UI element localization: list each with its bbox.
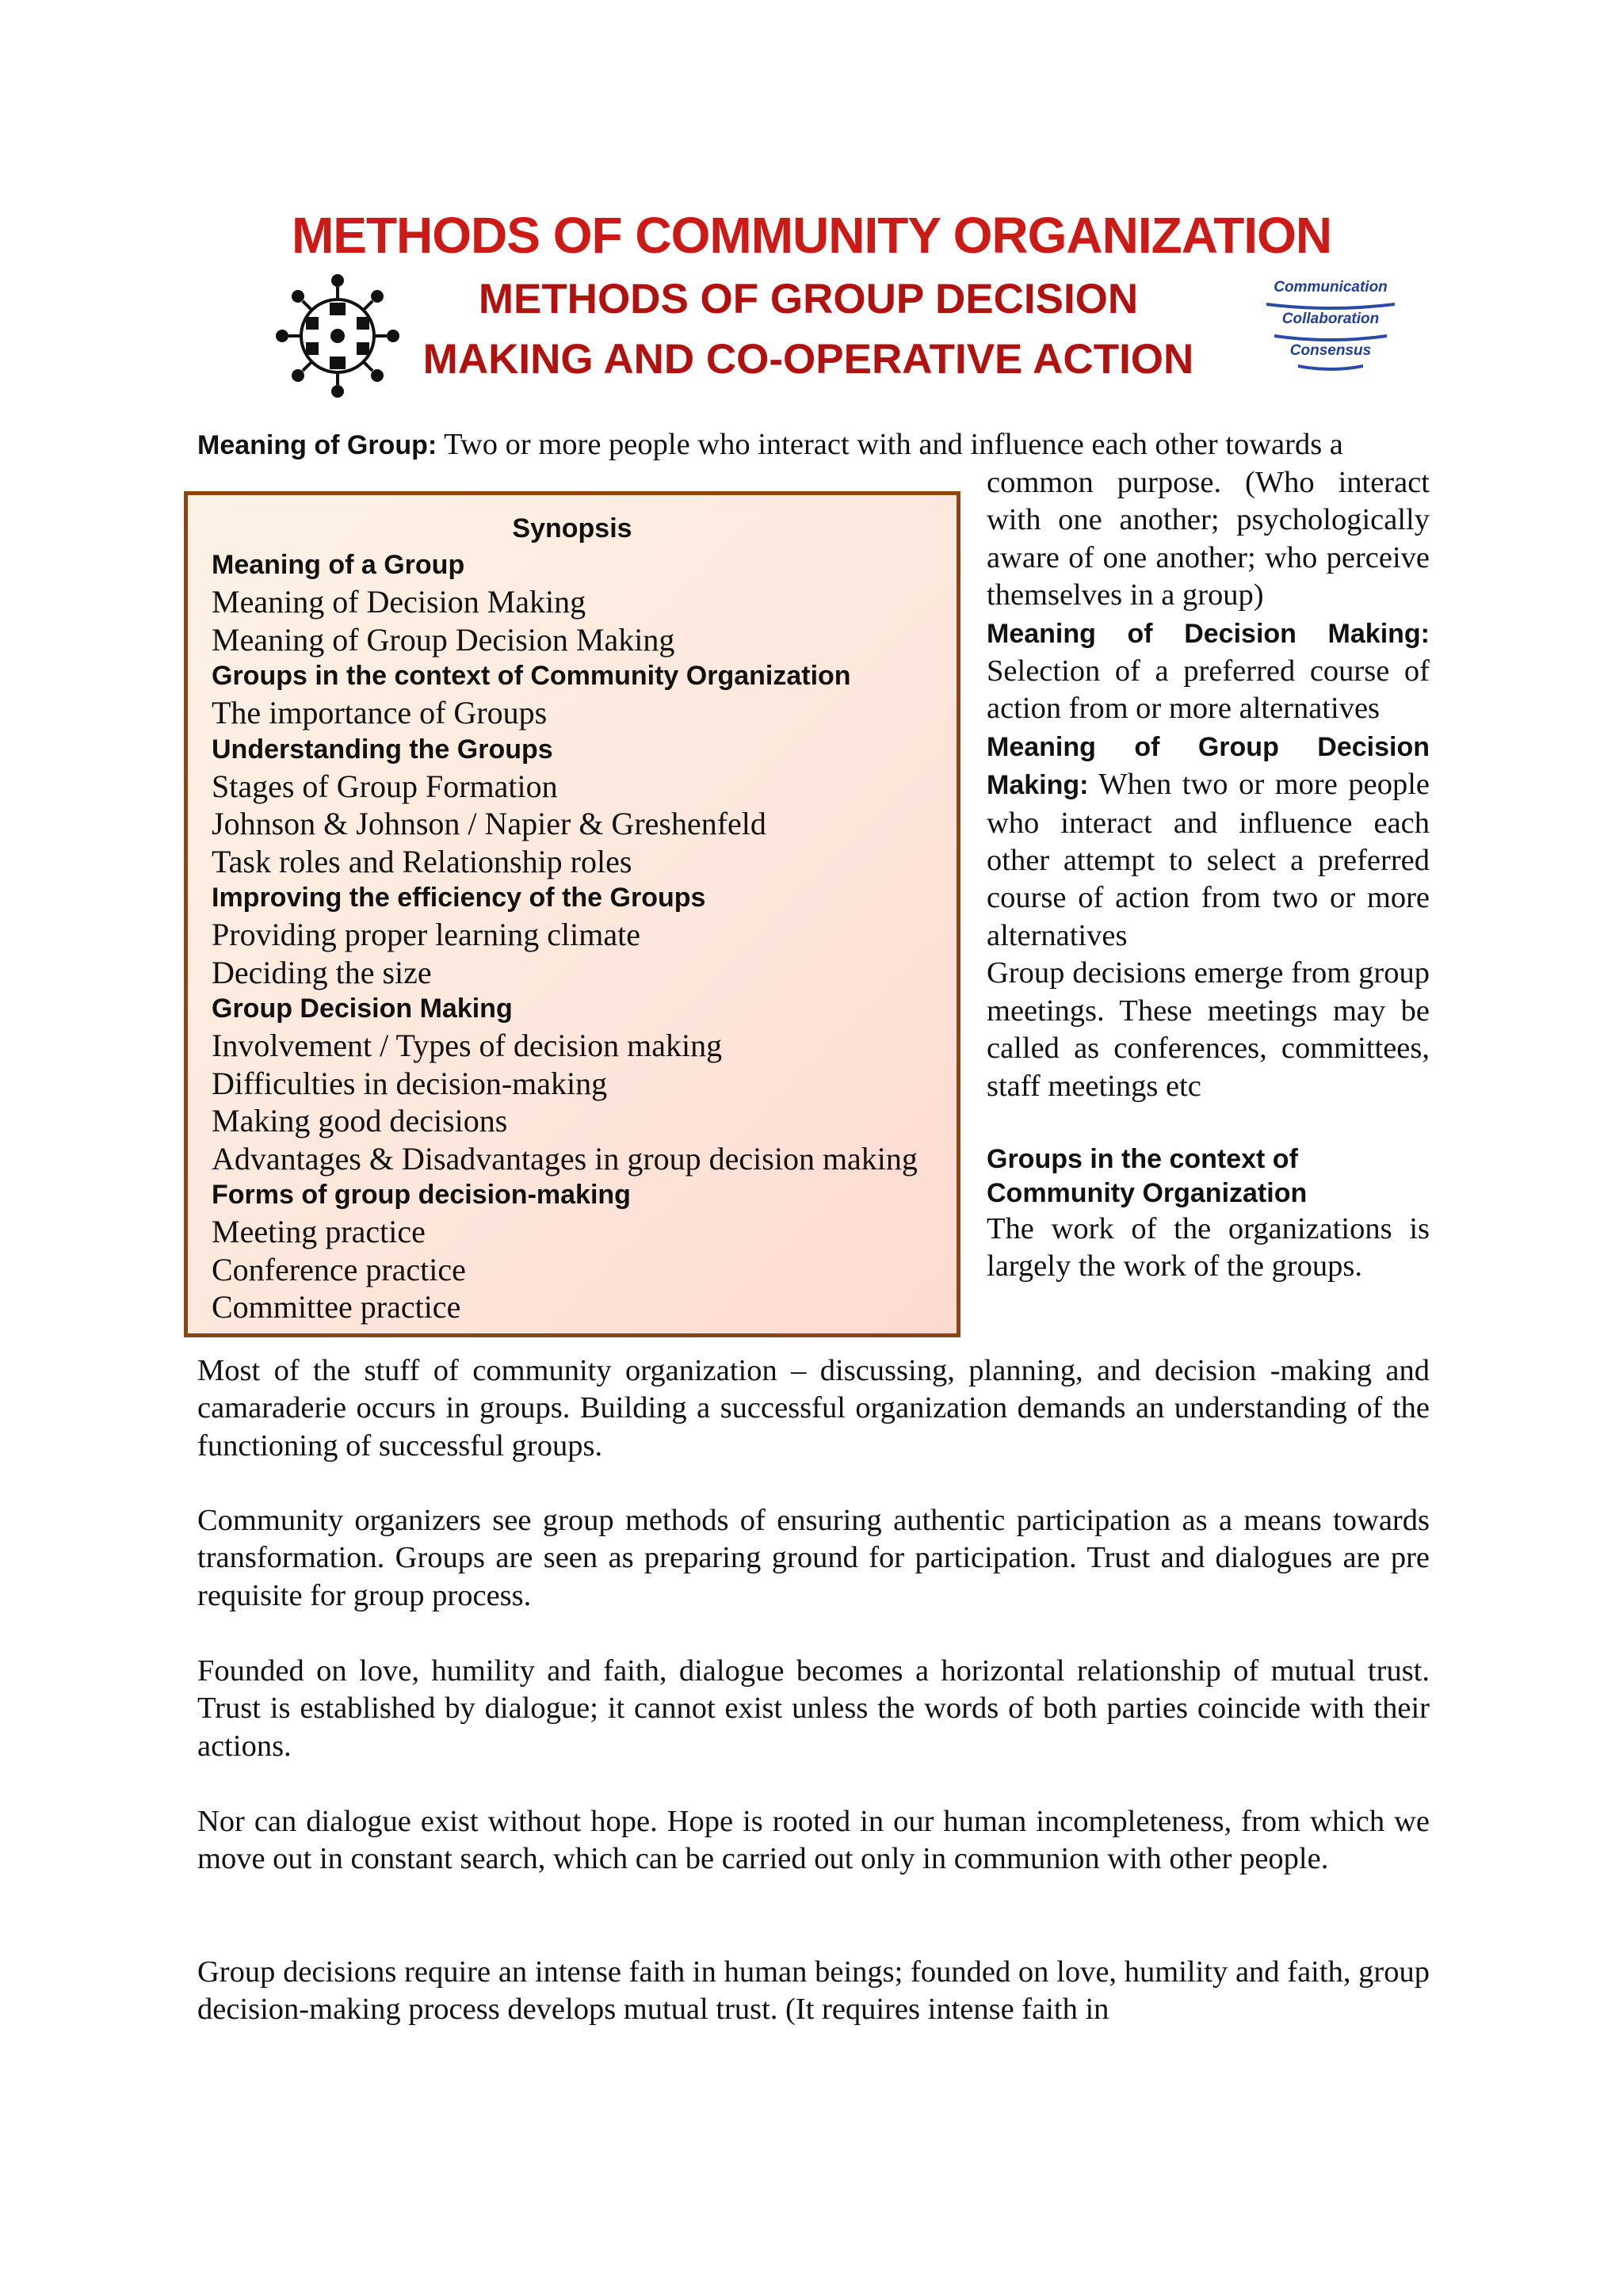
group-definition-continued: common purpose. (Who interact with one another; psychologically aware of one another; who perceive themselves in a group) [987, 466, 1430, 612]
synopsis-item: Committee practice [212, 1289, 461, 1325]
synopsis-item: Meaning of Decision Making [212, 584, 586, 620]
synopsis-list [212, 547, 957, 1326]
group-decision-making-definition [987, 728, 1430, 955]
synopsis-item: Meeting practice [212, 1214, 426, 1249]
group-decision-making-text: When two or more people who interact and influence each other attempt to select a preferred course of action from two or more alternatives [987, 768, 1430, 952]
logo-line-consensus: Consensus [1289, 342, 1372, 359]
paragraph-4: Nor can dialogue exist without hope. Hope is rooted in our human incompleteness, from which we move out in constant search, which can be carried out only in communion with other people. [197, 1805, 1430, 1876]
subtitle-line-2: MAKING AND CO-OPERATIVE ACTION [422, 336, 1194, 383]
logo-swoosh-3 [1258, 361, 1403, 372]
synopsis-title: Synopsis [512, 513, 632, 543]
ccc-logo [1258, 279, 1403, 376]
decision-making-label: Meaning of Decision Making: [987, 618, 1430, 649]
context-text: The work of the organizations is largely the work of the groups. [987, 1211, 1430, 1283]
synopsis-heading: Forms of group decision-making [212, 1180, 631, 1210]
context-heading: Groups in the context of Community Organization [987, 1143, 1308, 1208]
synopsis-item: Johnson & Johnson / Napier & Greshenfeld [212, 806, 766, 841]
synopsis-item: Making good decisions [212, 1103, 508, 1138]
synopsis-item: Conference practice [212, 1251, 466, 1287]
logo-line-collaboration: Collaboration [1281, 311, 1380, 327]
synopsis-item: Stages of Group Formation [212, 768, 558, 804]
paragraph-5: Group decisions require an intense faith in human beings; founded on love, humility and faith, group decision-making process develops mutual trust. (It requires intense faith in [197, 1955, 1430, 2027]
group-circle-logo [274, 273, 401, 399]
subtitle [412, 269, 1205, 390]
synopsis-box [184, 491, 960, 1337]
synopsis-item: Advantages & Disadvantages in group decision making [212, 1140, 918, 1177]
synopsis-item: Providing proper learning climate [212, 917, 640, 952]
synopsis-heading: Group Decision Making [212, 994, 513, 1024]
synopsis-heading: Improving the efficiency of the Groups [212, 883, 706, 913]
logo-line-communication: Communication [1274, 279, 1388, 296]
synopsis-heading: Meaning of a Group [212, 550, 465, 580]
paragraph-1: Most of the stuff of community organization – discussing, planning, and decision -making and camaraderie occurs in groups. Building a successful organization demands an understanding of the functioning of successful groups. [197, 1354, 1430, 1463]
definitions-column [987, 464, 1430, 1286]
decision-making-definition [987, 615, 1430, 728]
synopsis-heading: Groups in the context of Community Organization [212, 661, 851, 691]
logo-swoosh-1 [1258, 299, 1403, 311]
subtitle-line-1: METHODS OF GROUP DECISION [478, 276, 1139, 322]
synopsis-item: Difficulties in decision-making [212, 1065, 608, 1101]
logo-swoosh-2 [1258, 331, 1403, 342]
synopsis-item: The importance of Groups [212, 695, 548, 730]
synopsis-item: Involvement / Types of decision making [212, 1028, 723, 1063]
meaning-of-group-text: Two or more people who interact with and influence each other towards a [437, 428, 1343, 461]
meaning-of-group-paragraph [197, 426, 1430, 464]
meaning-of-group-label: Meaning of Group: [197, 430, 437, 460]
synopsis-heading: Understanding the Groups [212, 734, 553, 765]
group-decision-making-label: Meaning of Group Decision Making: [987, 731, 1430, 801]
synopsis-item: Meaning of Group Decision Making [212, 621, 675, 658]
synopsis-item: Task roles and Relationship roles [212, 843, 632, 879]
paragraph-3: Founded on love, humility and faith, dialogue becomes a horizontal relationship of mutual trust. Trust is established by dialogue; it cannot exist unless the words of both parties coincide with their actions. [197, 1654, 1430, 1763]
page-title: METHODS OF COMMUNITY ORGANIZATION [291, 207, 1332, 264]
decision-making-text: Selection of a preferred course of action from or more alternatives [987, 654, 1430, 726]
group-meetings-text: Group decisions emerge from group meetings. These meetings may be called as conferences, committees, staff meetings etc [987, 956, 1430, 1103]
synopsis-item: Deciding the size [212, 954, 432, 990]
paragraph-2: Community organizers see group methods of ensuring authentic participation as a means towards transformation. Groups are seen as preparing ground for participation. Trust and dialogues are pre requisite for group process. [197, 1504, 1430, 1612]
